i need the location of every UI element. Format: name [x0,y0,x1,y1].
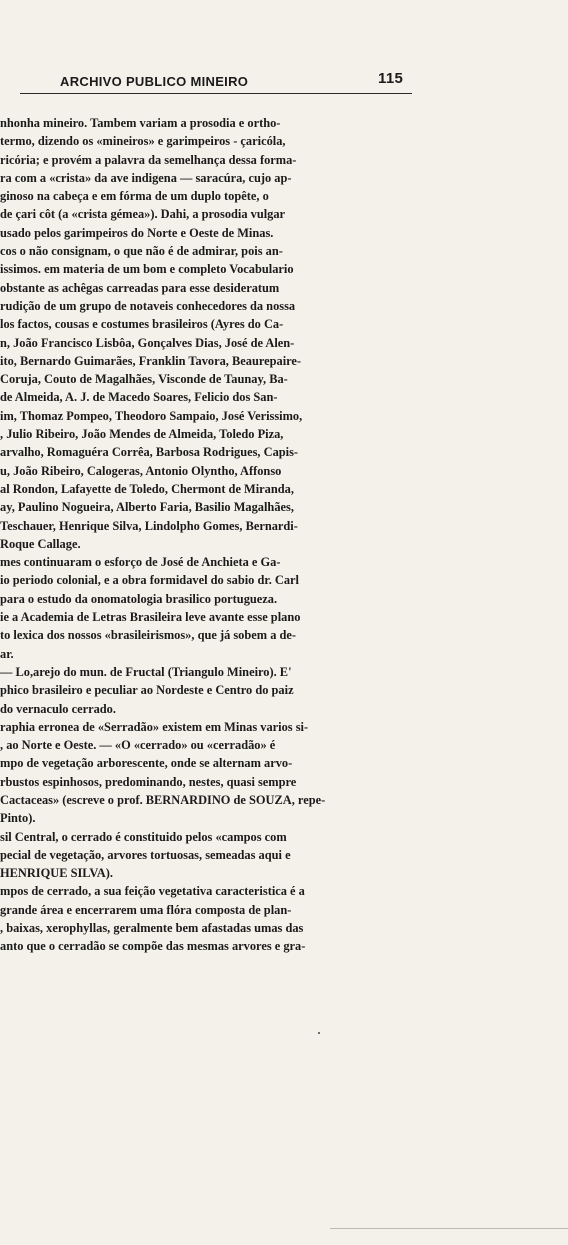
text-line: grande área e encerrarem uma flóra composta de plan- [0,902,292,917]
text-line: issimos. em materia de um bom e completo Vocabulario [0,262,294,277]
text-line: HENRIQUE SILVA). [0,866,113,881]
text-line: Coruja, Couto de Magalhães, Visconde de Taunay, Ba- [0,372,288,387]
running-title: ARCHIVO PUBLICO MINEIRO [60,74,249,89]
running-head [60,70,410,92]
bottom-edge-rule [330,1228,568,1229]
text-line: termo, dizendo os «mineiros» e garimpeiros - çaricóla, [0,134,286,149]
text-line: phico brasileiro e peculiar ao Nordeste e Centro do paiz [0,683,294,698]
text-line: — Lo,arejo do mun. de Fructal (Triangulo Mineiro). E' [0,664,292,679]
text-line: ar. [0,646,14,661]
text-line: obstante as achêgas carreadas para esse desideratum [0,280,280,295]
header-rule [20,93,412,94]
text-line: do vernaculo cerrado. [0,701,116,716]
text-line: nhonha mineiro. Tambem variam a prosodia e ortho- [0,116,281,130]
text-line: arvalho, Romaguéra Corrêa, Barbosa Rodrigues, Capis- [0,445,299,460]
text-line: los factos, cousas e costumes brasileiros (Ayres do Ca- [0,317,284,332]
text-line: Roque Callage. [0,536,81,551]
text-line: n, João Francisco Lisbôa, Gonçalves Dias, José de Alen- [0,335,295,350]
text-line: im, Thomaz Pompeo, Theodoro Sampaio, José Verissimo, [0,408,303,423]
text-line: ie a Academia de Letras Brasileira leve avante esse plano [0,610,301,625]
text-line: ra com a «crista» da ave indigena — saracúra, cujo ap- [0,170,292,185]
text-line: para o estudo da onomatologia brasilico portugueza. [0,591,278,606]
text-line: Cactaceas» (escreve o prof. BERNARDINO de SOUZA, repe- [0,792,326,807]
text-line: raphia erronea de «Serradão» existem em Minas varios si- [0,719,309,734]
text-line: usado pelos garimpeiros do Norte e Oeste de Minas. [0,225,274,240]
text-line: mpo de vegetação arborescente, onde se alternam arvo- [0,756,293,771]
text-line: , baixas, xerophyllas, geralmente bem afastadas umas das [0,921,304,936]
text-line: , ao Norte e Oeste. — «O «cerrado» ou «cerradão» é [0,738,276,753]
speck [318,1032,320,1034]
text-line: ito, Bernardo Guimarães, Franklin Tavora, Beaurepaire- [0,353,302,368]
text-line: io periodo colonial, e a obra formidavel do sabio dr. Carl [0,573,299,588]
text-line: rudição de um grupo de notaveis conhecedores da nossa [0,298,296,313]
text-line: rbustos espinhosos, predominando, nestes, quasi sempre [0,774,297,789]
page-number: 115 [378,70,404,87]
text-line: pecial de vegetação, arvores tortuosas, semeadas aqui e [0,847,291,862]
text-line: to lexica dos nossos «brasileirismos», que já sobem a de- [0,628,297,643]
text-line: al Rondon, Lafayette de Toledo, Chermont de Miranda, [0,481,294,496]
text-line: ricória; e provém a palavra da semelhança dessa forma- [0,152,297,167]
text-line: de Almeida, A. J. de Macedo Soares, Felicio dos San- [0,390,278,405]
text-line: mes continuaram o esforço de José de Anchieta e Ga- [0,555,281,570]
text-line: sil Central, o cerrado é constituido pelos «campos com [0,829,287,844]
text-line: mpos de cerrado, a sua feição vegetativa caracteristica é a [0,884,305,899]
text-line: Teschauer, Henrique Silva, Lindolpho Gomes, Bernardi- [0,518,298,533]
text-line: Pinto). [0,811,36,826]
text-line: ginoso na cabeça e em fórma de um duplo topête, o [0,189,269,204]
text-line: u, João Ribeiro, Calogeras, Antonio Olyntho, Affonso [0,463,282,478]
body-text [0,114,432,956]
text-line: ay, Paulino Nogueira, Alberto Faria, Basilio Magalhães, [0,500,294,515]
text-line: cos o não consignam, o que não é de admirar, pois an- [0,244,283,259]
text-line: anto que o cerradão se compõe das mesmas arvores e gra- [0,939,306,954]
text-line: de çari côt (a «crista gémea»). Dahi, a prosodia vulgar [0,207,286,222]
text-line: , Julio Ribeiro, João Mendes de Almeida, Toledo Piza, [0,427,284,442]
